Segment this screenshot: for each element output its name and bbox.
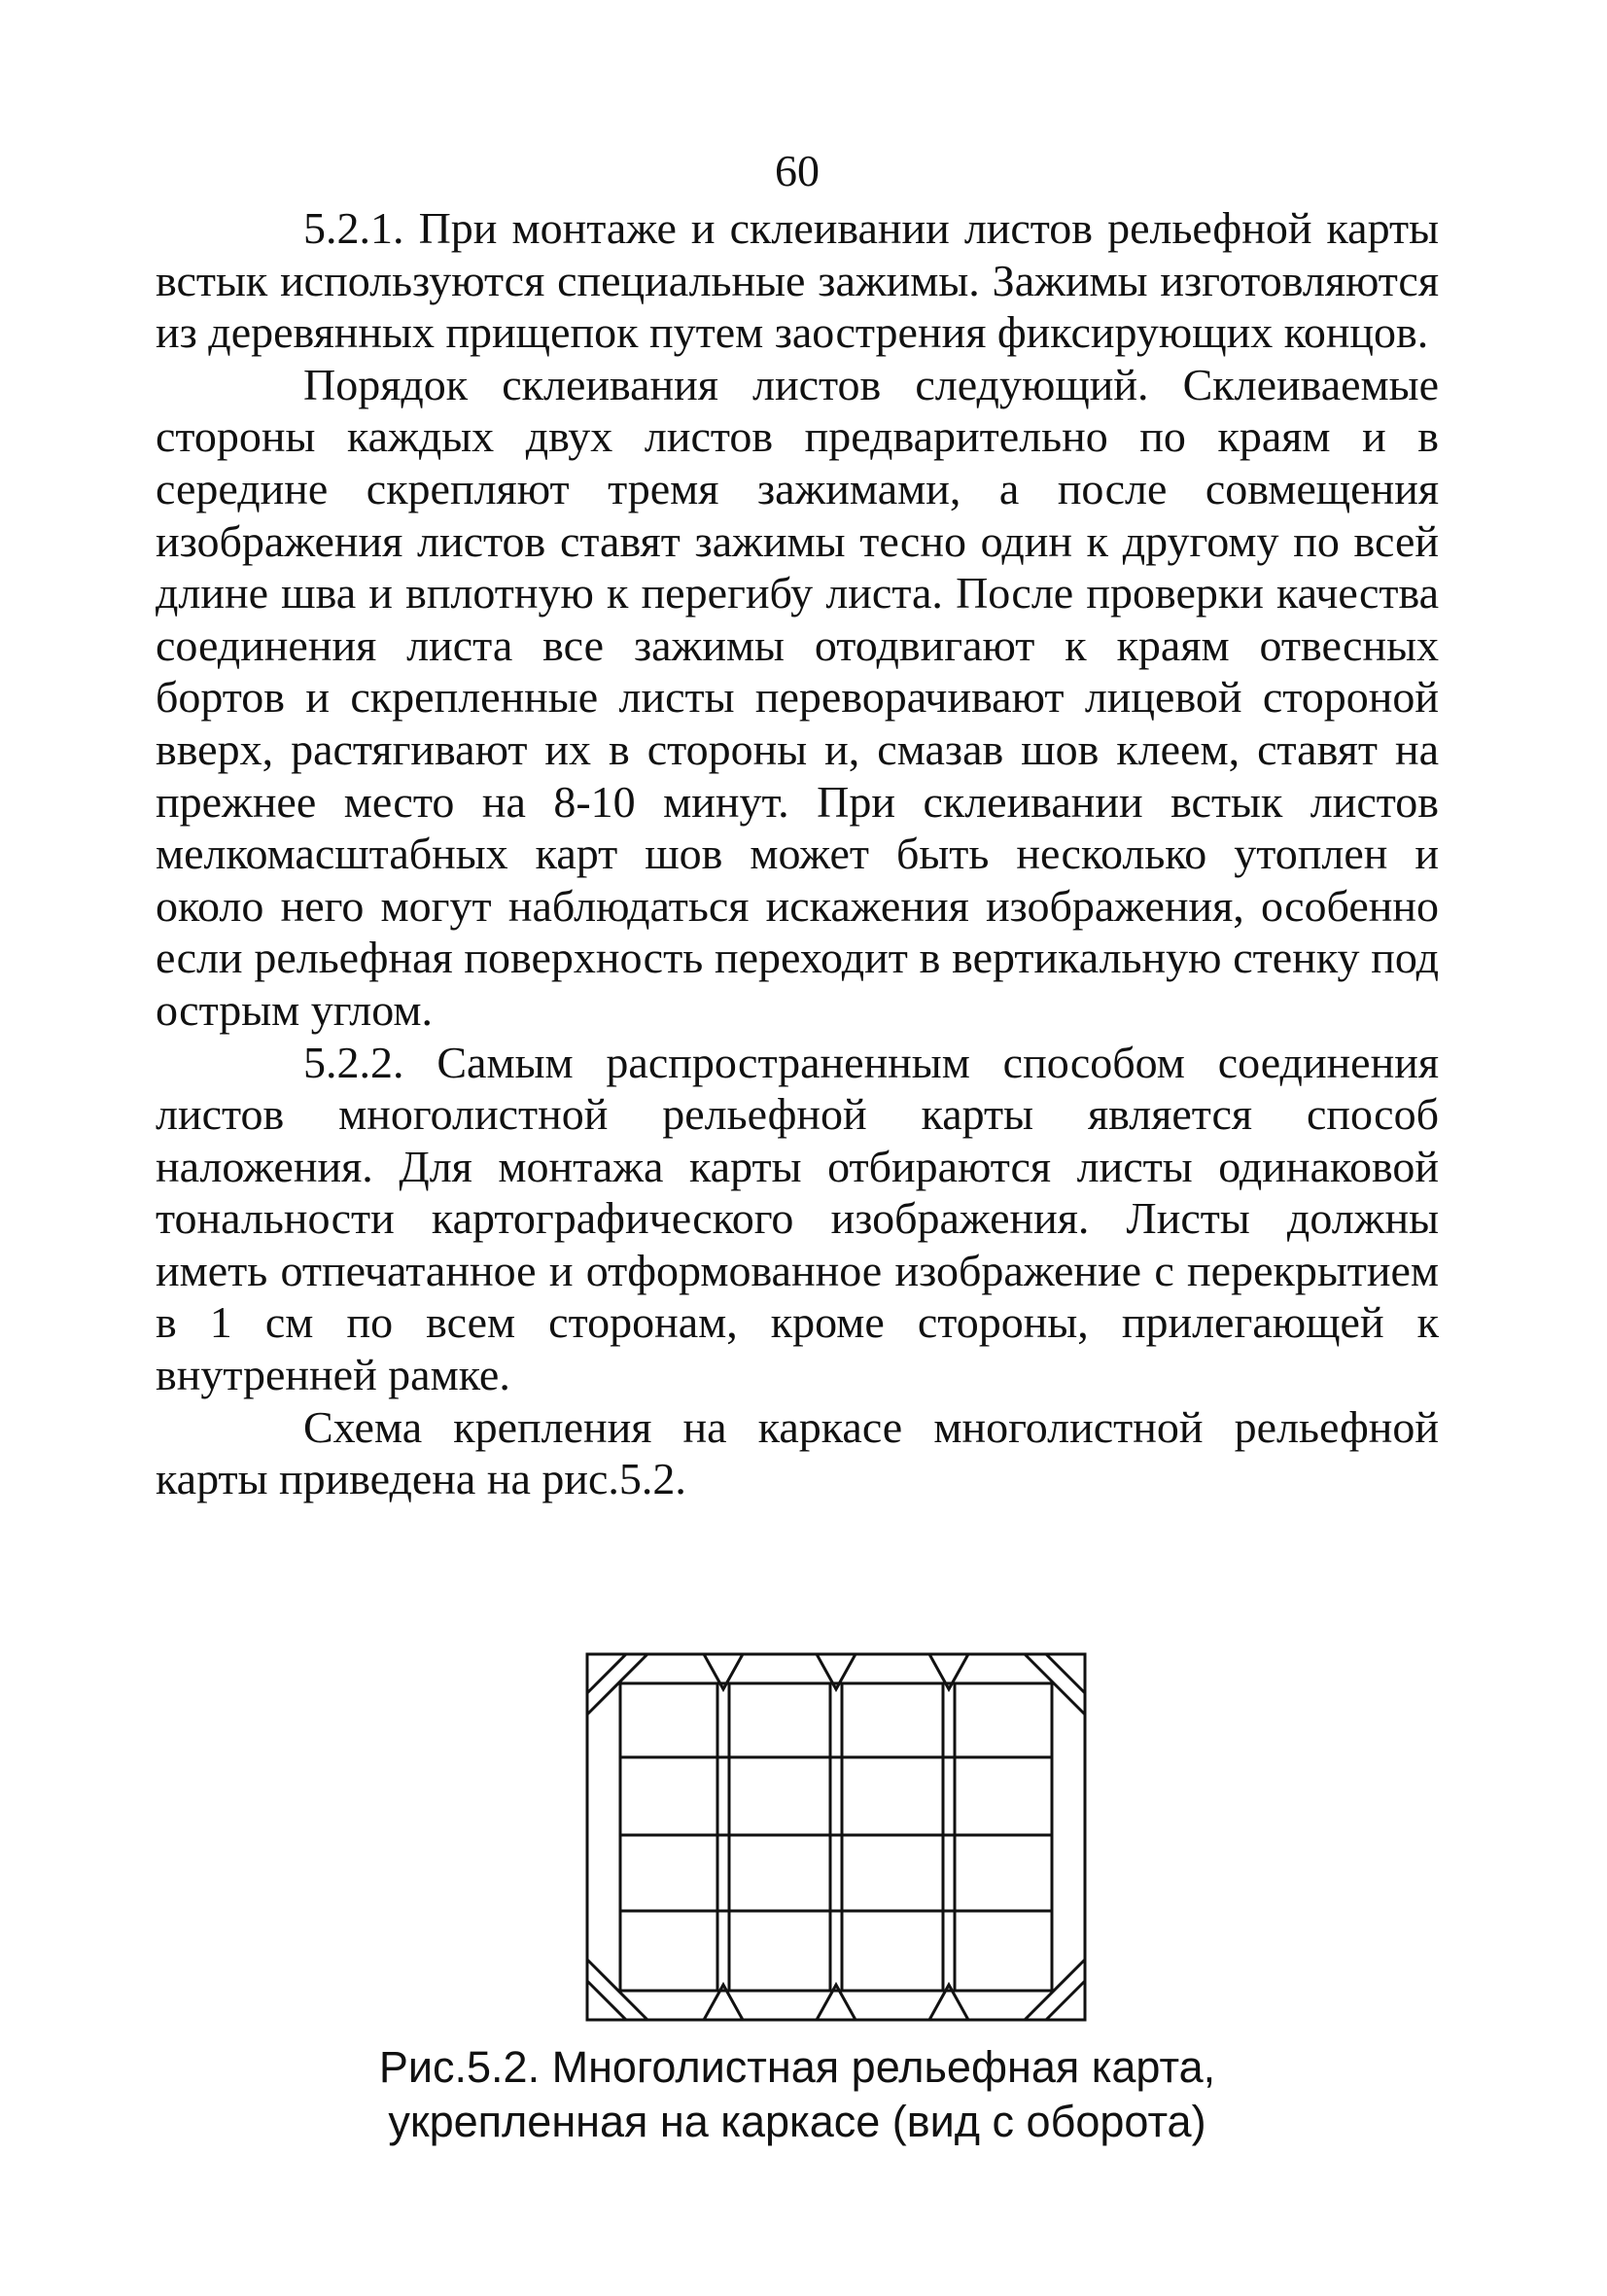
figure-caption-line-1: Рис.5.2. Многолистная рельефная карта,	[378, 2042, 1216, 2092]
paragraph-figure-reference: Схема крепления на каркасе многолистной рельефной карты приведена на рис.5.2.	[156, 1401, 1439, 1504]
outer-frame	[587, 1654, 1085, 2020]
inner-frame	[620, 1683, 1052, 1991]
figure-caption	[156, 2040, 1439, 2149]
paragraph-gluing-order: Порядок склеивания листов следующий. Склеиваемые стороны каждых двух листов предварительно по краям и в середине скрепляют тремя зажимами, а после совмещения изображения листов ставят зажимы тесно один к другому по всей длине шва и вплотную к перегибу листа. После проверки качества соединения листа все зажимы отодвигают к краям отвесных бортов и скрепленные листы переворачивают лицевой стороной вверх, растягивают их в стороны и, смазав шов клеем, ставят на прежнее место на 8-10 минут. При склеивании встык листов мелкомасштабных карт шов может быть несколько утоплен и около него могут наблюдаться искажения изображения, особенно если рельефная поверхность переходит в вертикальную стенку под острым углом.	[156, 359, 1439, 1035]
paragraph-5-2-1: 5.2.1. При монтаже и склеивании листов рельефной карты встык используются специальные зажимы. Зажимы изготовляются из деревянных прищепок путем заострения фиксирующих концов.	[156, 203, 1439, 358]
page-body	[156, 146, 1439, 1505]
paragraph-5-2-2: 5.2.2. Самым распространенным способом соединения листов многолистной рельефной карты является способ наложения. Для монтажа карты отбираются листы одинаковой тональности картографического изображения. Листы должны иметь отпечатанное и отформованное изображение с перекрытием в 1 см по всем сторонам, кроме стороны, прилегающей к внутренней рамке.	[156, 1037, 1439, 1400]
figure-frame-diagram	[583, 1650, 1089, 2024]
page-number: 60	[775, 146, 820, 195]
figure-caption-line-2: укрепленная на каркасе (вид с оборота)	[388, 2097, 1206, 2146]
